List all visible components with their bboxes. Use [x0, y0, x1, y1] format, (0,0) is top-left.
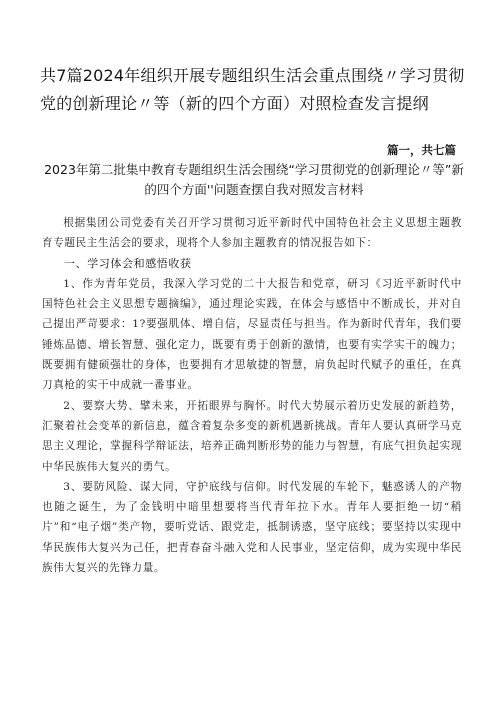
section-heading: 一、学习体会和感悟收获: [64, 256, 192, 270]
paragraph-1: 1、作为青年党员，我深入学习党的二十大报告和党章，研习《习近平新时代中国特色社会主义思想专题摘编》，通过理论实践，在体会与感悟中不断成长，并对自己提出严苛要求：1?要强肌体、增自信，尽显责任与担当。作为新时代青年，我们要锤炼品德、增长智慧、强化定力，既要有勇于创新的激情，也要有实学实干的魄力；既要拥有健硕强壮的身体，也要拥有才思敏捷的智慧，肩负起时代赋予的重任，在真刀真枪的实干中成就一番事业。: [42, 277, 462, 392]
document-subtitle: 2023年第二批集中教育专题组织生活会围绕“学习贯彻党的创新理论〃等”新的四个方面''问题查摆自我对照发言材料: [44, 162, 464, 197]
intro-paragraph: 根据集团公司党委有关召开学习贯彻习近平新时代中国特色社会主义思想主题教育专题民主生活会的要求，现将个人参加主题教育的情况报告如下：: [42, 217, 462, 250]
section-tag: 篇一，共七篇: [387, 143, 456, 157]
paragraph-2: 2、要察大势、擘未来，开拓眼界与胸怀。时代大势展示着历史发展的新趋势，汇聚着社会变革的新信息，蕴含着复杂多变的新机遇新挑战。青年人要认真研学马克思主义理论，掌握科学辩证法，培养正确判断形势的能力与智慧，有底气担负起实现中华民族伟大复兴的勇气。: [42, 399, 462, 473]
document-title: 共7篇2024年组织开展专题组织生活会重点围绕〃学习贯彻党的创新理论〃等（新的四个方面）对照检查发言提纲: [40, 66, 465, 113]
document-body: [42, 213, 462, 578]
paragraph-3: 3、要防风险、谋大同，守护底线与信仰。时代发展的车轮下，魅惑诱人的产物也随之诞生，为了金钱明中暗里想要将当代青年拉下水。青年人要拒绝一切“稍片”和“电子烟”类产物，要听党话、跟党走，抵制诱惑，坚守底线；要坚持以实现中华民族伟大复兴为己任，把青春奋斗融入党和人民事业，坚定信仰，成为实现中华民族伟大复兴的先锋力量。: [42, 480, 462, 575]
